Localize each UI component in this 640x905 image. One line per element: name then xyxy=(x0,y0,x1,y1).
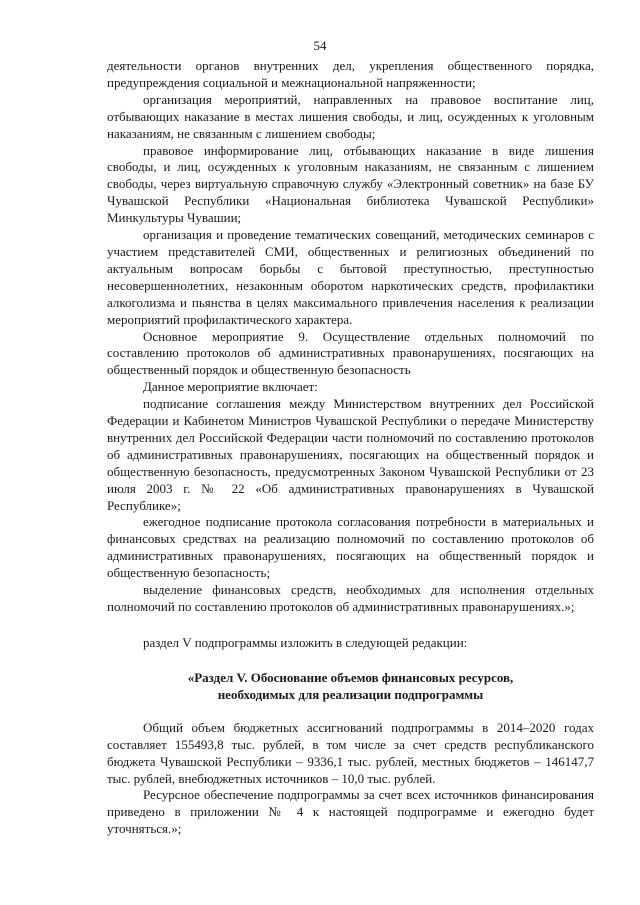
paragraph-legal-education: организация мероприятий, направленных на правовое воспитание лиц, отбывающих наказание в местах лишения свободы, и лиц, осужденных к уголовным наказаниям, не связанным с лишением свободы; xyxy=(107,91,594,141)
paragraph-continuation: деятельности органов внутренних дел, укрепления общественного порядка, предупреждения социальной и межнациональной напряженности; xyxy=(107,58,594,90)
paragraph-agreement-signing: подписание соглашения между Министерством внутренних дел Российской Федерации и Кабинетом Министров Чувашской Республики о передаче Министерству внутренних дел Российской Федерации части полномочий по составлению протоколов об административных правонарушениях, посягающих на общественный порядок и общественную безопасность, предусмотренных Законом Чувашской Республики от 23 июля 2003 г. № 22 «Об административных правонарушениях в Чувашской Республике»; xyxy=(107,396,594,513)
paragraph-annual-protocol: ежегодное подписание протокола согласования потребности в материальных и финансовых средствах на реализацию полномочий по составлению протоколов об административных правонарушениях, посягающих на общественный порядок и общественную безопасность; xyxy=(107,514,594,581)
page-number: 54 xyxy=(313,38,327,53)
section-heading-line-1: «Раздел V. Обоснование объемов финансовых ресурсов, xyxy=(187,669,514,685)
paragraph-section-v-intro: раздел V подпрограммы изложить в следующей редакции: xyxy=(143,634,468,650)
paragraph-total-budget: Общий объем бюджетных ассигнований подпрограммы в 2014–2020 годах составляет 155493,8 тыс. рублей, в том числе за счет средств республиканского бюджета Чувашской Республики – 9336,1 тыс. рублей, местных бюджетов – 146147,7 тыс. рублей, внебюджетных источников – 10,0 тыс. рублей. xyxy=(107,719,594,786)
section-heading xyxy=(107,669,594,703)
paragraph-funds-allocation: выделение финансовых средств, необходимых для исполнения отдельных полномочий по составлению протоколов об административных правонарушениях.»; xyxy=(107,582,594,614)
paragraph-activity-includes: Данное мероприятие включает: xyxy=(143,379,318,395)
paragraph-resource-provision: Ресурсное обеспечение подпрограммы за счет всех источников финансирования приведено в приложении № 4 к настоящей подпрограмме и ежегодно будет уточняться.»; xyxy=(107,787,594,837)
paragraph-thematic-meetings: организация и проведение тематических совещаний, методических семинаров с участием представителей СМИ, общественных и религиозных объединений по актуальным вопросам борьбы с бытовой преступностью, преступностью несовершеннолетних, незаконным оборотом наркотических средств, профилактики алкоголизма и пьянства в целях максимального привлечения населения к реализации мероприятий профилактического характера. xyxy=(107,227,594,327)
section-heading-line-2: необходимых для реализации подпрограммы xyxy=(217,686,484,702)
paragraph-main-activity-9: Основное мероприятие 9. Осуществление отдельных полномочий по составлению протоколов об административных правонарушениях, посягающих на общественный порядок и общественную безопасность xyxy=(107,328,594,378)
paragraph-legal-informing: правовое информирование лиц, отбывающих наказание в виде лишения свободы, и лиц, осужденных к уголовным наказаниям, не связанным с лишением свободы, через виртуальную справочную службу «Электронный советник» на базе БУ Чувашской Республики «Национальная библиотека Чувашской Республики» Минкультуры Чувашии; xyxy=(107,142,594,226)
body-text xyxy=(107,58,594,838)
